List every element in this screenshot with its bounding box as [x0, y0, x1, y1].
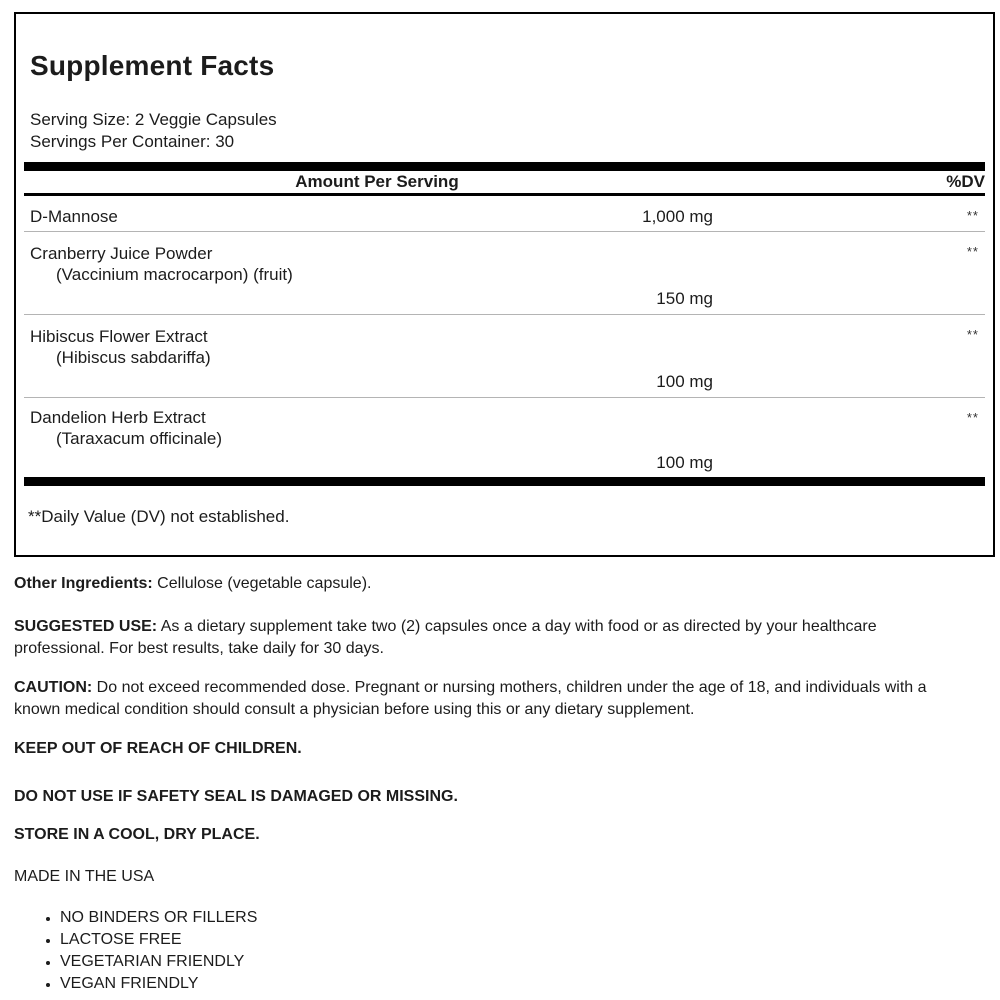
feature-item: • LACTOSE FREE — [60, 929, 939, 951]
supplement-facts-panel — [14, 12, 995, 557]
ingredient-amount: 1,000 mg — [642, 207, 713, 226]
serving-size: Serving Size: 2 Veggie Capsules — [30, 110, 277, 129]
other-ingredients — [14, 573, 939, 595]
ingredient-amount: 100 mg — [656, 453, 713, 472]
ingredient-latin-name: (Taraxacum officinale) — [56, 429, 222, 448]
caution-text: Do not exceed recommended dose. Pregnant or nursing mothers, children under the age of 18, and individuals with a known medical condition should consult a physician before using this or any dietary supplement. — [14, 679, 927, 718]
table-row-hibiscus — [24, 315, 985, 398]
dv-footnote: **Daily Value (DV) not established. — [28, 507, 290, 526]
feature-bullet-list — [14, 907, 939, 995]
dv-header: %DV — [946, 172, 985, 191]
suggested-use — [14, 616, 939, 660]
ingredient-name: Cranberry Juice Powder — [30, 244, 213, 263]
amount-per-serving-header: Amount Per Serving — [295, 172, 459, 191]
feature-item: • VEGAN FRIENDLY — [60, 973, 939, 995]
suggested-use-label: SUGGESTED USE: — [14, 618, 158, 635]
storage-instruction: STORE IN A COOL, DRY PLACE. — [14, 826, 260, 843]
feature-item: • NO BINDERS OR FILLERS — [60, 907, 939, 929]
table-row-d-mannose — [24, 196, 985, 232]
divider-thick-bottom — [24, 477, 985, 486]
panel-title: Supplement Facts — [30, 50, 275, 81]
dv-asterisks: ** — [966, 410, 979, 425]
feature-item: • VEGETARIAN FRIENDLY — [60, 951, 939, 973]
keep-out-of-reach-warning: KEEP OUT OF REACH OF CHILDREN. — [14, 740, 302, 757]
ingredient-name: Hibiscus Flower Extract — [30, 327, 208, 346]
table-header-row — [24, 171, 985, 193]
dv-asterisks: ** — [966, 208, 979, 223]
servings-per-container: Servings Per Container: 30 — [30, 132, 235, 151]
ingredient-name: Dandelion Herb Extract — [30, 408, 206, 427]
serving-info — [30, 109, 985, 153]
made-in-usa: MADE IN THE USA — [14, 868, 155, 885]
other-ingredients-text: Cellulose (vegetable capsule). — [152, 575, 372, 592]
table-row-dandelion — [24, 398, 985, 477]
ingredient-name: D-Mannose — [30, 207, 118, 226]
ingredient-amount: 100 mg — [656, 372, 713, 391]
ingredient-amount: 150 mg — [656, 289, 713, 308]
dv-asterisks: ** — [966, 327, 979, 342]
caution-label: CAUTION: — [14, 679, 93, 696]
safety-seal-warning: DO NOT USE IF SAFETY SEAL IS DAMAGED OR MISSING. — [14, 788, 458, 805]
caution — [14, 677, 939, 721]
other-ingredients-label: Other Ingredients: — [14, 575, 153, 592]
suggested-use-text: As a dietary supplement take two (2) capsules once a day with food or as directed by your healthcare professional. For best results, take daily for 30 days. — [14, 618, 877, 657]
divider-thick-top — [24, 162, 985, 171]
ingredient-latin-name: (Hibiscus sabdariffa) — [56, 348, 211, 367]
table-row-cranberry — [24, 232, 985, 315]
dv-asterisks: ** — [966, 244, 979, 259]
ingredient-latin-name: (Vaccinium macrocarpon) (fruit) — [56, 265, 293, 284]
label-info-section — [14, 557, 939, 995]
